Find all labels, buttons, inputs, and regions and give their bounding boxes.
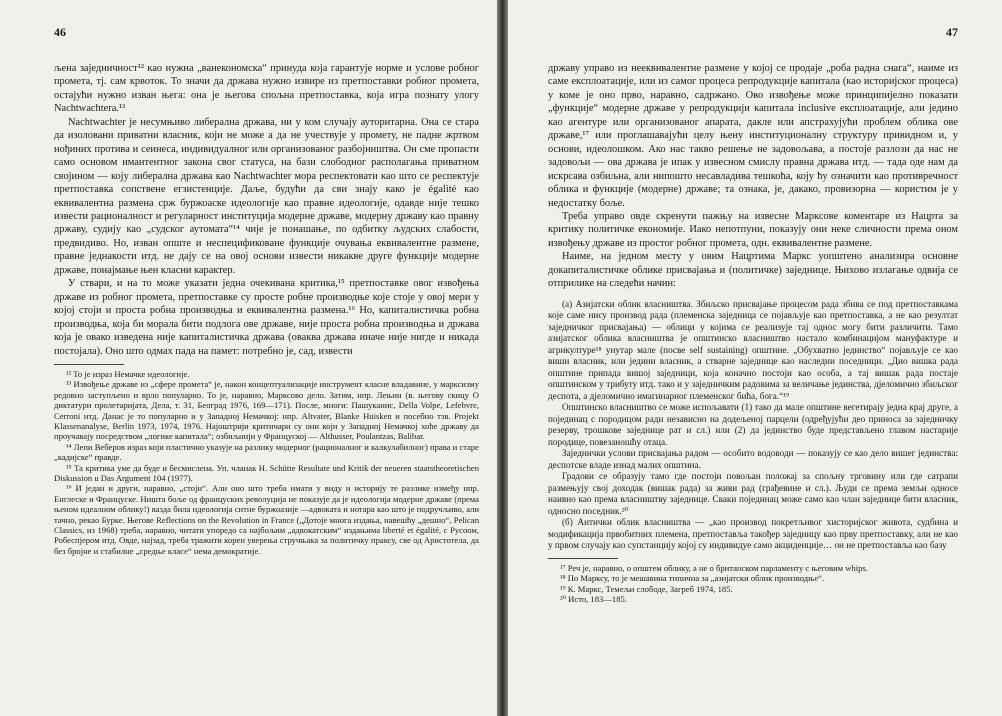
quote-paragraph: (а) Азијатски облик власништва. Збиљско присвајање процесом рада збива се под претпоставкама које саме нису производ рада (племенска заједница се појављује као претпоставка, а не као резултат заједничког присвајања) — облици у којима се реализује тај однос могу бити различити. Тамо азијатског облика власништва је општинско власништво настало комбинацијом мануфактуре и агрикултуре¹⁸ унутар мале (посве self sustaining) општине. „Обухватно јединство“ појављује се као виши власник, или једини власник, а стварне заједнице као наследни поседници. „Дио вишка рада општине припада вишој заједници, која коначно постоји као особа, а тај вишак рада постаје општинском у трибуту итд. тако и у заједничким радовима за величање јединства, дјеломично збиљског деспота, а дјеломично имагинарног племенског бића, бога.“¹⁹ (548, 298, 958, 401)
quote-paragraph: Општинско власништво се може испољавати (1) тако да мале општине вегетирају једна крај друге, а појединац с породицом ради независно на додељеној парцели (одређујући део приноса за заједничку резерву, трошкове заједнице рат и сл.) или (2) да јединство буде представљено главом настарије породице, повезаношћу отаца. (548, 402, 958, 447)
footnote: ¹² То је израз Немачке идеологије. (66, 368, 190, 379)
footnote: ¹⁴ Лепи Веберов израз који пластично указује на разлику модерног (рационалног и калкулабилног) права и старе „кадијске“ правде. (54, 441, 479, 463)
left-footnotes (54, 369, 479, 556)
footnote: ¹³ Извођење државе из „сфере промета“ је, након концептуализације инструмент класне владавине, у марксизму редовно заступљено и врло популарно. То је, наравно, Марксово дело. Затим, нпр. Лењин (в. његову скицу О диктатури пролетаријата, Дела, т. 31, Београд 1976, 169—171). После, многи: Пашуканис, Della Volpe, Lefebvre, Cerroni итд. Данас је то популарно и у Западној Немачкој: нпр. Altvater, Blanke Huisken и посебно тзв. Projekt Klassenanalyse, Berlin 1973, 1974, 1976. Најоштрији критичари су они који у Западној Немачкој хоће државу да проучавају посредством „логике капитала“; озбиљнији у Француској — Althusser, Poulantzas, Balibar. (54, 379, 479, 442)
paragraph: државу управо из нееквивалентне размене у којој се продаје „роба радна снага“, наиме из саме експлоатације, или из самог процеса репродукције капитала (као историјског процеса) у коме је оно прво, наравно, садржано. Ово извођење може принципијелно показати „функције“ модерне државе у репродукцији капитала inclusive експлоатације, али једино као агентуре или организованог апарата, дакле или апстрахујући проблем облика ове државе,¹⁷ или проглашавајући целу њену институционалну структуру привидном и, у основи, идеолошком. Ако нас такво решење не задовољава, а постоје разлози да нас не задовољи — ова држава је ипак у извесном смислу правна држава итд. — тада оде нам да искрсава озбиљна, али нипошто несавладива тешкоћа, коју ћу означити као противречност облика и функције (модерне) државе; та ознака, је, дакако, провизорна — користим је у недостатку боље. (548, 63, 958, 209)
paragraph: Наиме, на једном месту у овим Нацртима Маркс уопштено анализира основне докапиталистичке облике присвајања и (политичке) заједнице. Њихово излагање одвија се отприлике на следећи начин: (548, 251, 958, 290)
footnote: ²⁰ Исто, 183—185. (560, 593, 627, 604)
left-page (0, 0, 497, 716)
right-body-text (548, 62, 958, 291)
footnote-separator (54, 364, 124, 365)
footnote: ¹⁹ К. Маркс, Темељи слободе, Загреб 1974, 185. (560, 583, 733, 594)
footnote: ¹⁷ Реч је, наравно, о општем облику, а не о британском парламенту с његовим whips. (560, 562, 868, 573)
paragraph: љена заједничност¹² као нужна „ванекономска“ принуда која гарантује норме и услове робног промета, тј. сам крвоток. То значи да држава нужно извире из претпоставки робног промета, остајући нужно изван њега: она је његова спољна претпоставка, која игра познату улогу Nachtwachtera.¹³ (54, 63, 479, 115)
footnote: ¹⁵ Та критика уме да буде и бесмислена. Уп. чланак H. Schütte Resultate und Kritik der neueren staatstheoretischen Diskussion u Das Argument 104 (1977). (54, 462, 479, 484)
right-footnotes (548, 563, 958, 605)
paragraph: У ствари, и на то може указати једна очекивана критика,¹⁵ претпоставке овог извођења државе из робног промета, претпоставке су просте робне производње које стоје у овој мери у којој стоји и проста робна производња и еквивалентна размена.¹⁶ Но, капиталистичка робна производња, која би морала бити подлога ове државе, није проста робна производња и држава која је овако изведена није капиталистичка држава (оваква држава иначе није нигде и никада постојала). Оно што одмах пада на памет: потребно је, сад, извести (54, 278, 479, 357)
right-page (508, 0, 1002, 716)
paragraph: Треба управо овде скренути пажњу на извесне Марксове коментаре из Нацрта за критику политичке економије. Иако непотпуни, показују они неке сличности према оном извођењу државе из простог робног промета, одн. еквивалентне размене. (548, 210, 958, 249)
quote-paragraph: Заједнички услови присвајања радом — особито водоводи — показују се као дело вишег јединства: деспотске владе изнад малих општина. (548, 448, 958, 470)
page-number-right: 47 (946, 25, 958, 39)
footnote-separator (548, 558, 618, 559)
footnote: ¹⁸ По Марксу, то је мешавина типична за „азијатски облик производње“. (560, 573, 825, 584)
footnote: ¹⁶ И један и други, наравно, „стоји“. Али оно што треба имати у виду и историју те разлике између нпр. Енглеске и Француске. Ништа боље од француских револуција не показује да је идеологија модерне државе (према њеном идеалном облику!) вазда била идеологија ситне буржоазије —адвоката и нотара као што је подручљиво, али тачно, рекао Бурке. Његове Reflections on the Revolution in France („Дотоје многа издања, навешћу „дешно“, Pelican Classics, из 1968) треба, наравно, читати упоредо са најбољим „адвокатским“ издањима liberté et égalité, с Русоом, Робеспјером итд. Овде, најзад, треба тражити корен уверења стручњака за политичку праксу, све од Аристотела, да без бројне и стабилне „средње класе“ нема демократије. (54, 483, 479, 556)
paragraph: Nachtwachter је несумњиво либерална држава, ни у ком случају ауторитарна. Она се стара да изоловани приватни власник, који не може а да не учествује у промету, не падне жртвом нођиних протива и сеинеса, индивидуалног или организованог разбојништва. Он сме пропасти само основом имантентног закона свог статуса, на бази слободног располагања приватном својином — коју либерална држава као Nachtwachter мора респектовати као што се респектује претпоставка сопствене егзистенције. Даље, будући да сви знају како је égalité као еквивалентна размена срж буржоаске идеологије као правне идеологије, одавде није тешко извести рационалност и регуларност институција модерне државе, модерну државу као правну државу, судију као „судског аутомата“¹⁴ чије је понашање, по одбитку људских слабости, предвидиво. Но, изван опште и неспецификоване функције очувања еквивалентне размене, правне једнакости итд. не дају се на овој основи извести никакве друге функције модерне државе, понајмање њен класни карактер. (54, 116, 479, 276)
left-body-text (54, 62, 479, 358)
block-quote (548, 299, 958, 552)
book-gutter (497, 0, 508, 716)
quote-paragraph: (б) Антички облик власништва — „као производ покретљивог хисторијског живота, судбина и модификација првобитних племена, претпоставља такођер заједницу као прву претпоставку, али не као у првом случају као супстанцију којој су индивидуе само акциденције… он не претпоставља као базу (548, 517, 958, 551)
page-number-left: 46 (54, 25, 66, 39)
quote-paragraph: Градови се образују тамо где постоји повољан положај за спољну трговину или где сатрапи размењују свој доходак (вишак рада) за живи рад (грађевине и сл.). Људи се према земљи односе наивно као према власништву заједнице. Сваки појединац може само као члан заједнице бити власник, односно поседник.²⁰ (548, 471, 958, 516)
